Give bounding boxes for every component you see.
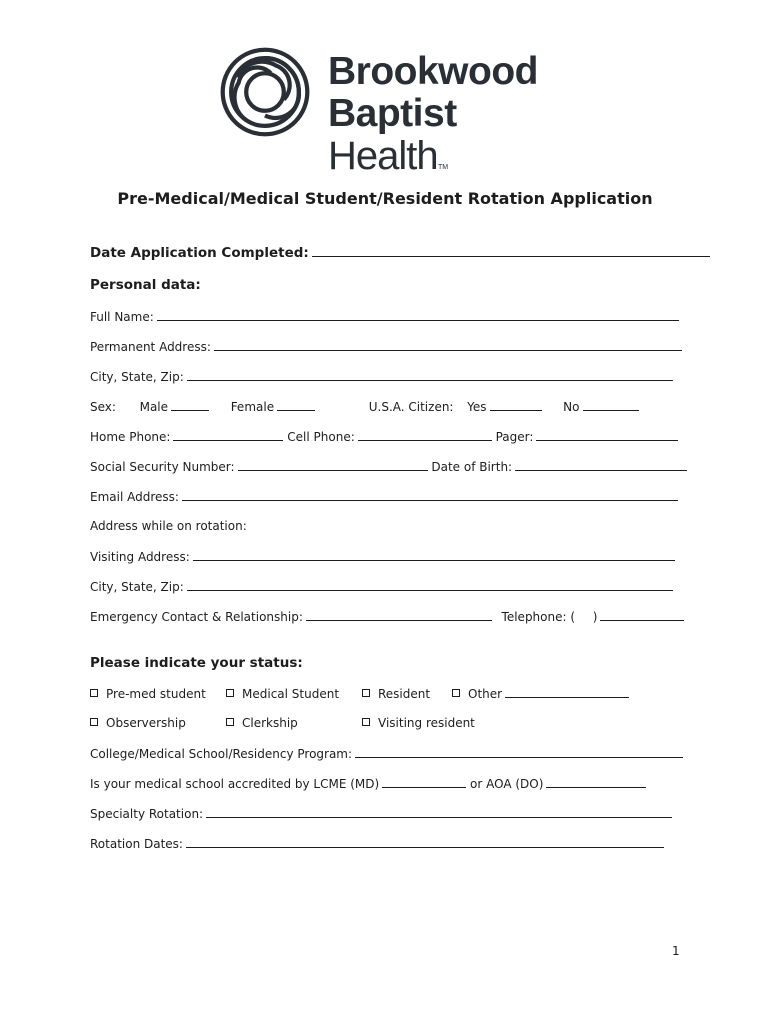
status-row-1 [90,686,629,701]
specialty-field[interactable] [206,806,672,818]
other-field[interactable] [505,686,629,698]
city-state-zip-row [90,369,673,384]
logo-line2: Baptist [328,92,457,135]
yes-label: Yes [467,400,487,414]
home-phone-field[interactable] [173,429,283,441]
visiting-address-field[interactable] [193,549,675,561]
status-visiting-resident[interactable]: Visiting resident [362,716,475,730]
emergency-row [90,609,684,624]
home-phone-label: Home Phone: [90,430,171,444]
permanent-address-label: Permanent Address: [90,340,211,354]
sex-label: Sex: [90,400,116,414]
checkbox-icon [90,718,98,726]
status-resident[interactable]: Resident [362,687,452,701]
checkbox-icon [452,689,460,697]
checkbox-icon [226,689,234,697]
no-field[interactable] [583,399,639,411]
emergency-field[interactable] [306,609,492,621]
status-heading: Please indicate your status: [90,655,303,671]
no-label: No [563,400,580,414]
specialty-row [90,806,672,821]
status-medical-student[interactable]: Medical Student [226,687,362,701]
permanent-address-row [90,339,682,354]
full-name-field[interactable] [157,309,679,321]
pager-field[interactable] [536,429,678,441]
dob-label: Date of Birth: [431,460,513,474]
specialty-label: Specialty Rotation: [90,807,204,821]
city-state-zip-2-field[interactable] [187,579,673,591]
address-rotation-label: Address while on rotation: [90,519,247,533]
email-field[interactable] [182,489,678,501]
page-number: 1 [672,944,680,958]
status-other[interactable]: Other [452,686,629,701]
city-state-zip-2-row [90,579,673,594]
male-field[interactable] [171,399,209,411]
program-field[interactable] [355,746,683,758]
cell-phone-label: Cell Phone: [287,430,355,444]
status-observership[interactable]: Observership [90,716,226,730]
accredited-label: Is your medical school accredited by LCME (MD) [90,777,380,791]
program-label: College/Medical School/Residency Program: [90,747,353,761]
checkbox-icon [226,718,234,726]
cell-phone-field[interactable] [358,429,492,441]
rotation-dates-label: Rotation Dates: [90,837,183,851]
full-name-label: Full Name: [90,310,154,324]
logo-line3: Health [328,134,438,178]
male-label: Male [139,400,169,414]
telephone-close: ) [592,610,598,624]
city-state-zip-2-label: City, State, Zip: [90,580,184,594]
pager-label: Pager: [495,430,534,444]
city-state-zip-field[interactable] [187,369,673,381]
email-row [90,489,678,504]
logo-line1: Brookwood [328,50,538,93]
email-label: Email Address: [90,490,179,504]
ssn-dob-row [90,459,687,474]
aoa-label: or AOA (DO) [470,777,544,791]
status-clerkship[interactable]: Clerkship [226,716,362,730]
trademark: TM [438,164,449,171]
telephone-field[interactable] [600,609,684,621]
page-title: Pre-Medical/Medical Student/Resident Rotation Application [117,189,653,208]
status-premed[interactable]: Pre-med student [90,687,226,701]
telephone-label: Telephone: ( [501,610,576,624]
emergency-label: Emergency Contact & Relationship: [90,610,303,624]
visiting-address-label: Visiting Address: [90,550,190,564]
aoa-field[interactable] [546,776,646,788]
sex-citizen-row [90,399,639,414]
checkbox-icon [90,689,98,697]
ssn-field[interactable] [238,459,428,471]
dob-field[interactable] [515,459,687,471]
rotation-dates-field[interactable] [186,836,664,848]
date-completed-label: Date Application Completed: [90,245,309,261]
yes-field[interactable] [490,399,542,411]
visiting-address-row [90,549,675,564]
female-field[interactable] [277,399,315,411]
rotation-dates-row [90,836,664,851]
ssn-label: Social Security Number: [90,460,235,474]
accredited-row [90,776,646,791]
lcme-field[interactable] [382,776,466,788]
phone-row [90,429,678,444]
brookwood-logo-icon [218,45,312,139]
female-label: Female [230,400,275,414]
personal-data-heading: Personal data: [90,277,201,293]
city-state-zip-label: City, State, Zip: [90,370,184,384]
permanent-address-field[interactable] [214,339,682,351]
checkbox-icon [362,718,370,726]
citizen-label: U.S.A. Citizen: [368,400,454,414]
checkbox-icon [362,689,370,697]
date-completed-row [90,245,710,261]
status-row-2 [90,716,475,730]
program-row [90,746,683,761]
full-name-row [90,309,679,324]
date-completed-field[interactable] [312,245,710,257]
